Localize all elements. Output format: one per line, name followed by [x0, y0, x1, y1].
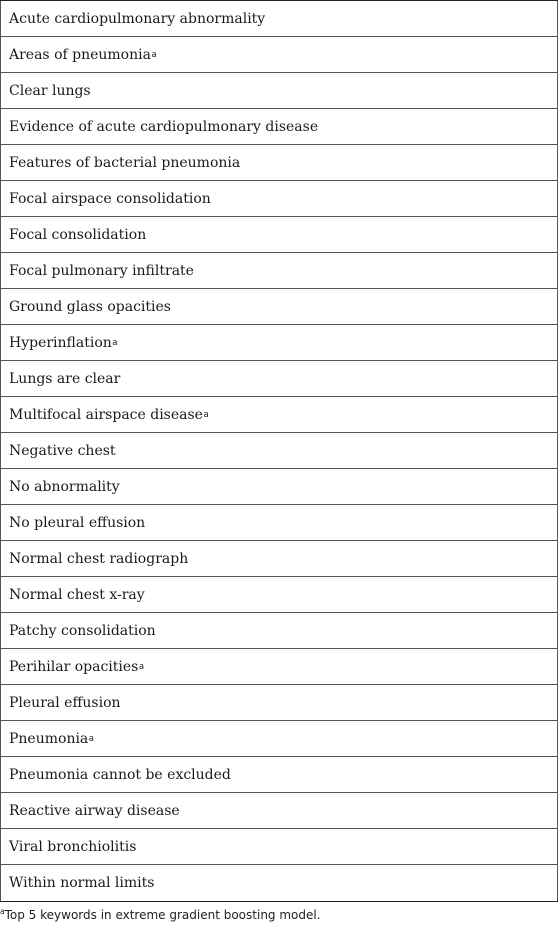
- table-row: [0, 181, 558, 217]
- keyword-text: Perihilar opacities: [9, 658, 139, 675]
- keyword-text: Viral bronchiolitis: [9, 838, 137, 855]
- table-row: [0, 289, 558, 325]
- keyword-text: Lungs are clear: [9, 370, 121, 387]
- keyword-text: Focal consolidation: [9, 226, 147, 243]
- keyword-text: Clear lungs: [9, 82, 91, 99]
- table-row: [0, 217, 558, 253]
- table-row: [0, 577, 558, 613]
- keyword-text: Hyperinflation: [9, 334, 112, 351]
- table-row: Perihilar opacities a: [0, 649, 558, 685]
- keyword-text: Evidence of acute cardiopulmonary disease: [9, 118, 319, 135]
- keyword-text: Features of bacterial pneumonia: [9, 154, 241, 171]
- keyword-text: No pleural effusion: [9, 514, 146, 531]
- keyword-text: Reactive airway disease: [9, 802, 180, 819]
- table-row: [0, 865, 558, 901]
- footnote-marker: a: [0, 907, 5, 916]
- table-row: [0, 793, 558, 829]
- keyword-text: Normal chest x-ray: [9, 586, 145, 603]
- footnote-text: Top 5 keywords in extreme gradient boosting model.: [4, 908, 321, 922]
- table-row: [0, 505, 558, 541]
- table-row: [0, 469, 558, 505]
- table-row: Multifocal airspace disease a: [0, 397, 558, 433]
- table-row: [0, 109, 558, 145]
- keyword-text: Normal chest radiograph: [9, 550, 189, 567]
- table-row: [0, 361, 558, 397]
- keyword-text: No abnormality: [9, 478, 120, 495]
- table-row: [0, 613, 558, 649]
- table-row: [0, 685, 558, 721]
- keyword-text: Acute cardiopulmonary abnormality: [9, 10, 266, 27]
- keyword-text: Ground glass opacities: [9, 298, 171, 315]
- keyword-text: Negative chest: [9, 442, 116, 459]
- table-row: Pneumonia a: [0, 721, 558, 757]
- table-footnote: [0, 908, 321, 922]
- table-row: [0, 1, 558, 37]
- keyword-text: Focal airspace consolidation: [9, 190, 211, 207]
- table-row: [0, 433, 558, 469]
- table-row: [0, 73, 558, 109]
- keyword-text: Pneumonia cannot be excluded: [9, 766, 231, 783]
- keyword-text: Areas of pneumonia: [9, 46, 151, 63]
- keyword-text: Focal pulmonary infiltrate: [9, 262, 194, 279]
- keyword-text: Within normal limits: [9, 875, 155, 891]
- table-row: [0, 145, 558, 181]
- table-row: Hyperinflation a: [0, 325, 558, 361]
- keyword-text: Pleural effusion: [9, 694, 121, 711]
- table-row: [0, 757, 558, 793]
- table-row: [0, 541, 558, 577]
- table-row: [0, 253, 558, 289]
- keyword-text: Pneumonia: [9, 730, 89, 747]
- keyword-text: Multifocal airspace disease: [9, 406, 203, 423]
- keyword-text: Patchy consolidation: [9, 622, 156, 639]
- table-row: [0, 829, 558, 865]
- table-row: Areas of pneumonia a: [0, 37, 558, 73]
